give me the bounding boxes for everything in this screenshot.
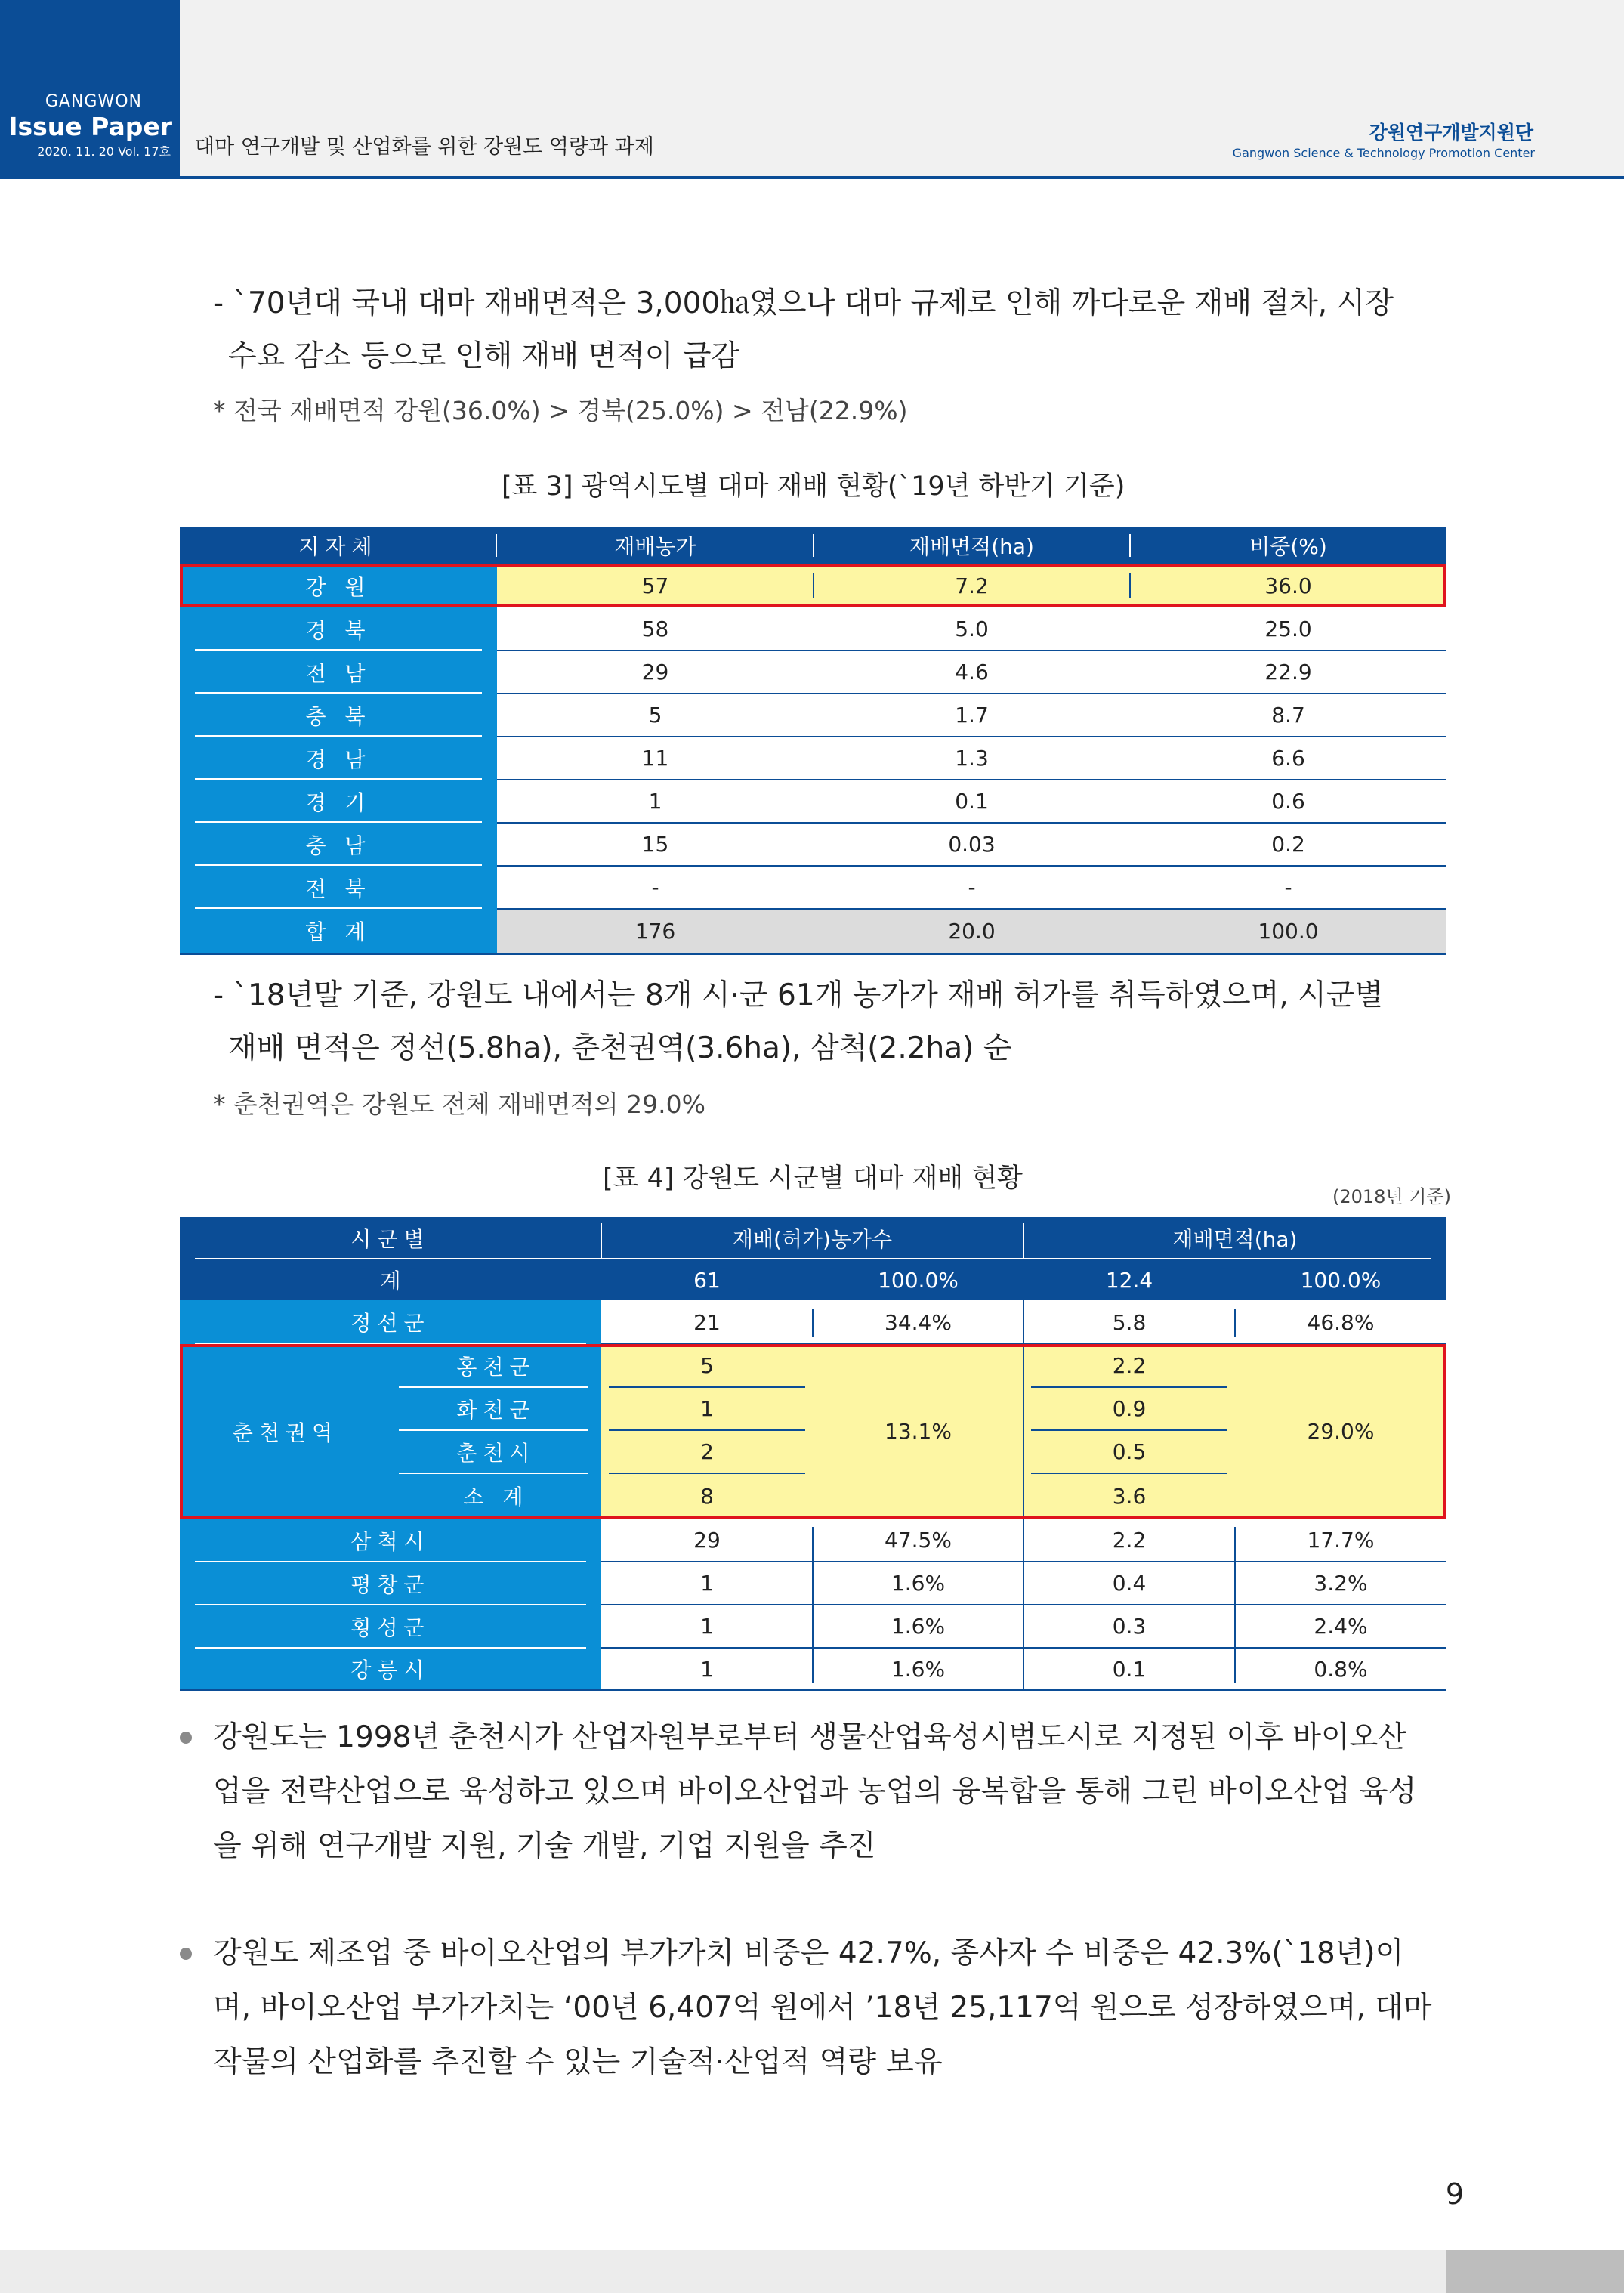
table3-total-cell: 100.0 xyxy=(1130,909,1446,953)
highlight-box xyxy=(180,564,1446,607)
table4-total-cell: 12.4 xyxy=(1023,1259,1235,1300)
table4-subregion-cell: 홍천군 xyxy=(391,1344,601,1387)
table4-subregion-cell: 소 계 xyxy=(391,1473,601,1519)
table4-total-cell: 100.0% xyxy=(813,1259,1023,1300)
paragraph-line: 강원도 제조업 중 바이오산업의 부가가치 비중은 42.7%, 종사자 수 비중은 42.3%(`18년)이 xyxy=(213,1936,1404,1970)
table4 xyxy=(180,1217,1446,1690)
table4-region-cell: 강릉시 xyxy=(180,1648,601,1690)
table4-cell: 1 xyxy=(700,1656,714,1682)
org-name-en: Gangwon Science & Technology Promotion Center xyxy=(1232,146,1535,160)
table4-cell: 17.7% xyxy=(1307,1528,1375,1553)
table3-total-cell: 176 xyxy=(497,909,814,953)
table3-cell: 1 xyxy=(648,789,662,814)
paragraph-line: 작물의 산업화를 추진할 수 있는 기술적·산업적 역량 보유 xyxy=(213,2045,943,2079)
table4-cell: 47.5% xyxy=(885,1528,952,1553)
table3-header-cell: 비중(%) xyxy=(1130,527,1446,564)
bullet-dot xyxy=(180,1948,192,1960)
table3-cell: - xyxy=(1284,875,1292,900)
table3-cell: 5 xyxy=(648,703,662,728)
logo-gangwon: GANGWON xyxy=(45,92,142,111)
paragraph-line: 며, 바이오산업 부가가치는 ‘00년 6,407억 원에서 ’18년 25,117억 원으로 성장하였으며, 대마 xyxy=(213,1991,1432,2025)
table3-cell: 6.6 xyxy=(1271,746,1305,771)
table3-cell: 7.2 xyxy=(814,564,1130,607)
table3-cell: 5.0 xyxy=(955,617,989,641)
table3-cell: 22.9 xyxy=(1264,660,1312,685)
table4-cell: 1 xyxy=(700,1571,714,1596)
table4-cell: 0.9 xyxy=(1023,1387,1235,1430)
table4-caption-unit: (2018년 기준) xyxy=(1332,1186,1451,1207)
table4-cell: 0.4 xyxy=(1112,1571,1147,1596)
table4-cell: 3.6 xyxy=(1023,1473,1235,1519)
table4-cell: 0.8% xyxy=(1314,1656,1368,1682)
table3-cell: 29 xyxy=(641,660,669,685)
table3-cell: 4.6 xyxy=(955,660,989,685)
table3-cell: - xyxy=(968,875,976,900)
table3-cell: 1.3 xyxy=(955,746,989,771)
table3-cell: 36.0 xyxy=(1130,564,1446,607)
table4-cell: 1.6% xyxy=(891,1614,946,1639)
paragraph-line: 을 위해 연구개발 지원, 기술 개발, 기업 지원을 추진 xyxy=(213,1829,876,1863)
table3-header-cell: 지자체 xyxy=(180,527,497,564)
table4-cell: 21 xyxy=(693,1309,721,1335)
paragraph-line: 재배 면적은 정선(5.8ha), 춘천권역(3.6ha), 삼척(2.2ha) 순 xyxy=(228,1031,1012,1065)
header-rule xyxy=(180,176,1624,179)
table3-header-cell: 재배면적(ha) xyxy=(814,527,1130,564)
table4-caption: [표 4] 강원도 시군별 대마 재배 현황 xyxy=(603,1163,1023,1194)
footnote: * 춘천권역은 강원도 전체 재배면적의 29.0% xyxy=(213,1089,705,1119)
table3-cell: 0.2 xyxy=(1271,832,1305,857)
table4-cell: 0.5 xyxy=(1023,1430,1235,1473)
table3-region-cell: 충 남 xyxy=(180,823,497,866)
table4-cell: 5.8 xyxy=(1112,1309,1147,1335)
footnote: * 전국 재배면적 강원(36.0%) > 경북(25.0%) > 전남(22.9%) xyxy=(213,396,908,425)
table3 xyxy=(180,527,1446,955)
table3-region-cell: 전 남 xyxy=(180,651,497,694)
table4-header-region: 시군별 xyxy=(180,1217,601,1259)
table4-header-area: 재배면적(ha) xyxy=(1023,1217,1446,1259)
table4-subregion-cell: 춘천시 xyxy=(391,1430,601,1473)
paragraph-line: 강원도는 1998년 춘천시가 산업자원부로부터 생물산업육성시범도시로 지정된 이후 바이오산 xyxy=(213,1720,1406,1754)
table3-region-cell: 강 원 xyxy=(180,564,497,607)
page-footer xyxy=(0,2250,1624,2293)
table4-cell: 46.8% xyxy=(1307,1309,1375,1335)
table4-cell: 3.2% xyxy=(1314,1571,1368,1596)
highlight-box xyxy=(180,1344,1446,1519)
table3-caption: [표 3] 광역시도별 대마 재배 현황(`19년 하반기 기준) xyxy=(502,471,1125,502)
table4-cell: 8 xyxy=(601,1473,813,1519)
table4-cell: 1.6% xyxy=(891,1656,946,1682)
table4-cell: 0.3 xyxy=(1112,1614,1147,1639)
table4-cell: 5 xyxy=(601,1344,813,1387)
table3-region-cell: 경 북 xyxy=(180,607,497,651)
table4-region-cell: 횡성군 xyxy=(180,1605,601,1648)
table3-cell: 0.03 xyxy=(948,832,996,857)
table4-subregion-cell: 화천군 xyxy=(391,1387,601,1430)
table4-total-cell: 61 xyxy=(601,1259,813,1300)
table4-cell: 29 xyxy=(693,1528,721,1553)
table3-cell: 0.1 xyxy=(955,789,989,814)
table4-total-label: 계 xyxy=(180,1259,601,1300)
header-title: 대마 연구개발 및 산업화를 위한 강원도 역량과 과제 xyxy=(195,135,654,159)
table4-cell: 34.4% xyxy=(885,1309,952,1335)
table4-region-cell: 삼척시 xyxy=(180,1519,601,1562)
table4-cell: 1 xyxy=(700,1614,714,1639)
paragraph-line: 업을 전략산업으로 육성하고 있으며 바이오산업과 농업의 융복합을 통해 그린 바이오산업 육성 xyxy=(213,1775,1417,1809)
table3-cell: - xyxy=(651,875,659,900)
issue-paper-logo xyxy=(0,0,180,179)
paragraph-line: - `70년대 국내 대마 재배면적은 3,000㏊였으나 대마 규제로 인해 까다로운 재배 절차, 시장 xyxy=(213,286,1394,320)
table4-merged-cell: 29.0% xyxy=(1235,1344,1446,1519)
table3-cell: 15 xyxy=(641,832,669,857)
table3-cell: 25.0 xyxy=(1264,617,1312,641)
table3-cell: 11 xyxy=(641,746,669,771)
table4-cell: 2.2 xyxy=(1023,1344,1235,1387)
page-number: 9 xyxy=(1445,2177,1464,2211)
table4-chuncheon-label: 춘천권역 xyxy=(180,1344,391,1519)
table3-total-label: 합 계 xyxy=(180,909,497,953)
table3-region-cell: 경 기 xyxy=(180,780,497,823)
table4-region-cell: 정선군 xyxy=(180,1300,601,1344)
table3-region-cell: 충 북 xyxy=(180,694,497,737)
table4-merged-cell: 13.1% xyxy=(813,1344,1023,1519)
table4-cell: 1 xyxy=(601,1387,813,1430)
table3-total-cell: 20.0 xyxy=(814,909,1130,953)
table4-cell: 2.4% xyxy=(1314,1614,1368,1639)
table4-cell: 1.6% xyxy=(891,1571,946,1596)
bullet-dot xyxy=(180,1732,192,1744)
table3-cell: 0.6 xyxy=(1271,789,1305,814)
org-name: 강원연구개발지원단 xyxy=(1369,122,1533,144)
table4-region-cell: 평창군 xyxy=(180,1562,601,1605)
table4-total-cell: 100.0% xyxy=(1235,1259,1446,1300)
table3-cell: 58 xyxy=(641,617,669,641)
table3-region-cell: 경 남 xyxy=(180,737,497,780)
table3-cell: 57 xyxy=(497,564,814,607)
table3-region-cell: 전 북 xyxy=(180,866,497,909)
table3-header-cell: 재배농가 xyxy=(497,527,814,564)
paragraph-line: 수요 감소 등으로 인해 재배 면적이 급감 xyxy=(228,339,740,373)
paragraph-line: - `18년말 기준, 강원도 내에서는 8개 시·군 61개 농가가 재배 허가를 취득하였으며, 시군별 xyxy=(213,978,1384,1012)
page-footer-accent xyxy=(1446,2250,1624,2293)
logo-date: 2020. 11. 20 Vol. 17호 xyxy=(37,144,171,159)
table4-header-farms: 재배(허가)농가수 xyxy=(601,1217,1023,1259)
table4-cell: 0.1 xyxy=(1112,1656,1147,1682)
table3-cell: 1.7 xyxy=(955,703,989,728)
table3-cell: 8.7 xyxy=(1271,703,1305,728)
table4-cell: 2.2 xyxy=(1112,1528,1147,1553)
logo-issue-paper: Issue Paper xyxy=(8,112,172,141)
table4-cell: 2 xyxy=(601,1430,813,1473)
